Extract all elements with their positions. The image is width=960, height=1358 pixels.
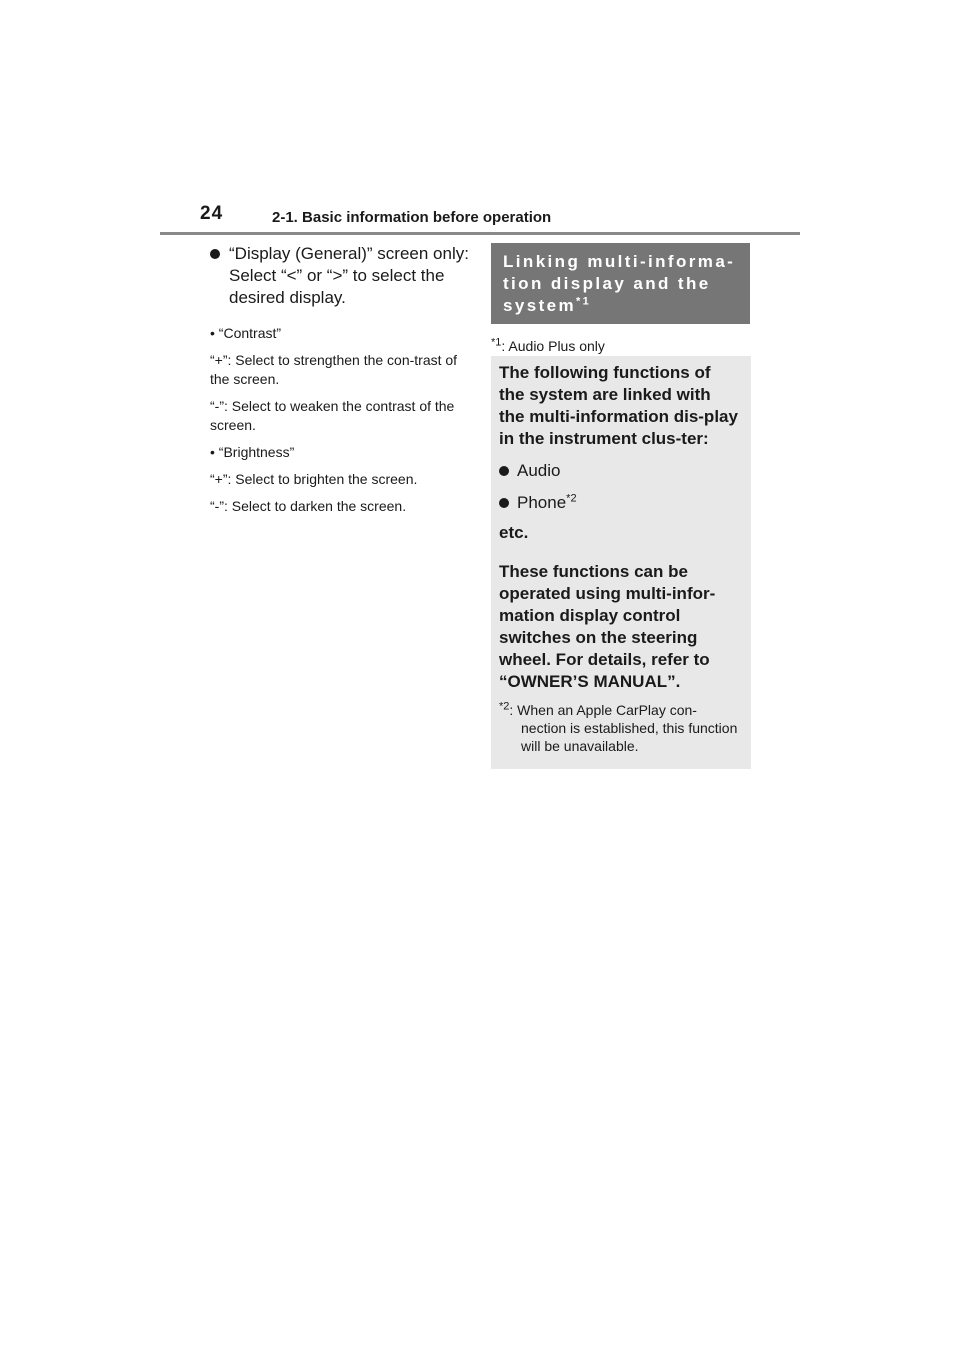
left-column [210,243,472,516]
footnote-1 [491,337,605,355]
footnote-1-mark: *1 [491,336,502,349]
header-rule [160,232,800,235]
bullet-text: “Display (General)” screen only: Select “<” or “>” to select the desired display. [229,244,469,307]
panel-bullet-text: Audio [517,461,561,480]
panel-body: These functions can be operated using multi-infor-mation display control switches on the steering wheel. For details, refer to “OWNER’S MANUAL”. [499,562,716,691]
bullet-dot-icon [210,249,220,259]
section-title: 2-1. Basic information before operation [272,209,552,226]
contrast-plus-text: “+”: Select to strengthen the con-trast of the screen. [210,352,458,387]
panel-intro: The following functions of the system are linked with the multi-information dis-play in the instrument clus-ter: [499,363,738,448]
phone-superscript: *2 [566,492,577,505]
footnote-2-mark: *2 [499,700,510,713]
info-panel [491,356,751,769]
section-heading-box [491,243,750,324]
page-number: 24 [200,203,224,224]
contrast-minus-text: “-”: Select to weaken the contrast of the screen. [210,398,455,433]
section-heading: Linking multi-informa-tion display and the system [503,252,736,315]
heading-superscript: *1 [576,295,592,308]
bullet-item-display [210,243,472,309]
brightness-minus-text: “-”: Select to darken the screen. [210,498,407,514]
bullet-dot-icon [499,466,509,476]
footnote-1-text: : Audio Plus only [501,338,605,354]
contrast-label: • “Contrast” [210,325,282,341]
footnote-2-text: : When an Apple CarPlay con-nection is established, this function will be unavailable. [509,702,738,754]
panel-bullet-audio [499,460,739,482]
panel-bullet-text: Phone [517,493,567,512]
brightness-label: • “Brightness” [210,444,295,460]
brightness-plus-text: “+”: Select to brighten the screen. [210,471,418,487]
panel-etc: etc. [499,523,529,542]
panel-bullet-phone [499,492,739,514]
bullet-dot-icon [499,498,509,508]
footnote-2 [499,701,739,755]
